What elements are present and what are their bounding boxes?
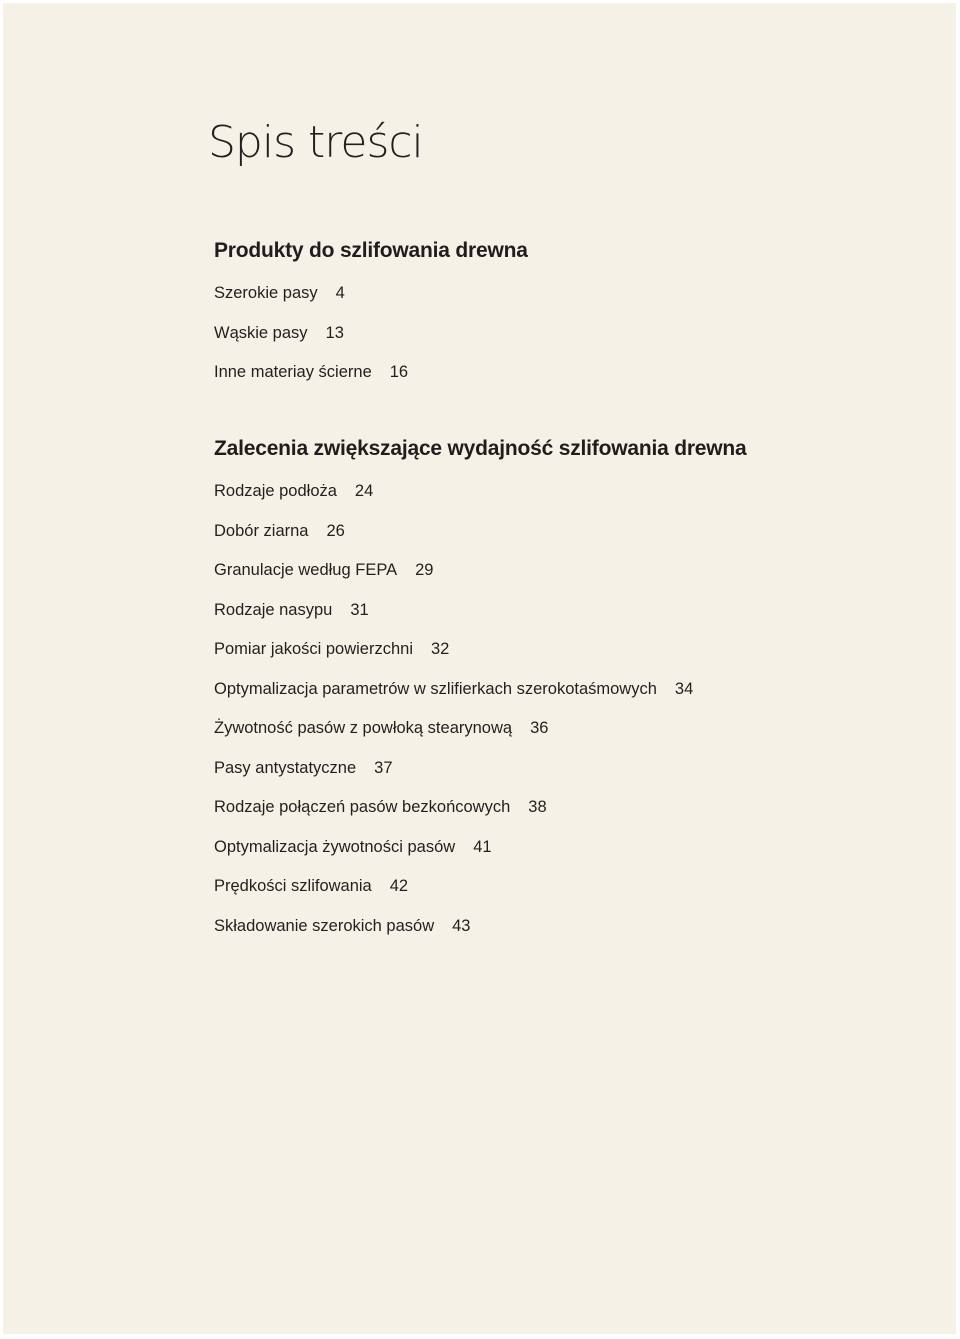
toc-entry[interactable] (214, 867, 747, 907)
toc-entry-label: Rodzaje podłoża (214, 482, 337, 500)
toc-entry-page-number: 32 (431, 640, 450, 658)
toc-entry[interactable] (214, 907, 747, 947)
toc-entry-page-number: 36 (530, 719, 549, 737)
toc-entry[interactable] (214, 749, 747, 789)
toc-entry-label: Pomiar jakości powierzchni (214, 640, 413, 658)
page-title: Spis treści (208, 117, 423, 168)
toc-entry-label: Składowanie szerokich pasów (214, 916, 435, 935)
toc-entry-page-number: 38 (528, 798, 547, 816)
toc-entry-page-number: 16 (389, 363, 409, 381)
toc-entry-page-number: 43 (452, 916, 471, 935)
toc-entry-label: Inne materiay ścierne (214, 363, 372, 381)
toc-entry-label: Optymalizacja żywotności pasów (214, 837, 456, 856)
toc-entry-page-number: 31 (350, 600, 369, 619)
toc-entry[interactable] (214, 630, 747, 670)
toc-entry-page-number: 4 (335, 284, 345, 302)
toc-entry-label: Szerokie pasy (214, 284, 318, 302)
toc-entry[interactable] (214, 670, 747, 710)
toc-entry-page-number: 41 (473, 837, 492, 856)
toc-entry-label: Granulacje według FEPA (214, 561, 398, 579)
toc-entry-page-number: 24 (354, 482, 374, 500)
toc-entry-label: Dobór ziarna (214, 521, 309, 540)
toc-entry[interactable] (214, 512, 747, 552)
toc-entry[interactable] (214, 709, 747, 749)
toc-entry[interactable] (214, 828, 747, 868)
toc-entry-label: Pasy antystatyczne (214, 758, 357, 777)
toc-entry-page-number: 42 (389, 877, 409, 895)
toc-entry-list (214, 472, 747, 946)
toc-entry-label: Rodzaje nasypu (214, 600, 333, 619)
toc-entry-label: Żywotność pasów z powłoką stearynową (214, 719, 513, 737)
toc-entry-label: Wąskie pasy (214, 323, 308, 342)
toc-entry-page-number: 37 (374, 758, 393, 777)
toc-entry-list (214, 274, 528, 393)
toc-section-products (214, 237, 528, 393)
toc-entry-label: Prędkości szlifowania (214, 877, 372, 895)
toc-entry[interactable] (214, 551, 747, 591)
toc-entry[interactable] (214, 472, 747, 512)
toc-entry-page-number: 34 (674, 679, 694, 698)
toc-entry[interactable] (214, 353, 528, 393)
toc-section-recommendations (214, 435, 747, 946)
toc-entry-label: Optymalizacja parametrów w szlifierkach szerokotaśmowych (214, 679, 657, 698)
toc-entry[interactable] (214, 591, 747, 631)
section-heading: Produkty do szlifowania drewna (214, 239, 528, 262)
toc-entry-page-number: 13 (325, 323, 344, 342)
toc-entry-label: Rodzaje połączeń pasów bezkońcowych (214, 798, 511, 816)
toc-entry-page-number: 29 (415, 561, 434, 579)
toc-entry[interactable] (214, 788, 747, 828)
toc-entry[interactable] (214, 314, 528, 354)
section-heading: Zalecenia zwiększające wydajność szlifowania drewna (214, 437, 747, 460)
toc-entry-page-number: 26 (326, 521, 345, 540)
toc-entry[interactable] (214, 274, 528, 314)
